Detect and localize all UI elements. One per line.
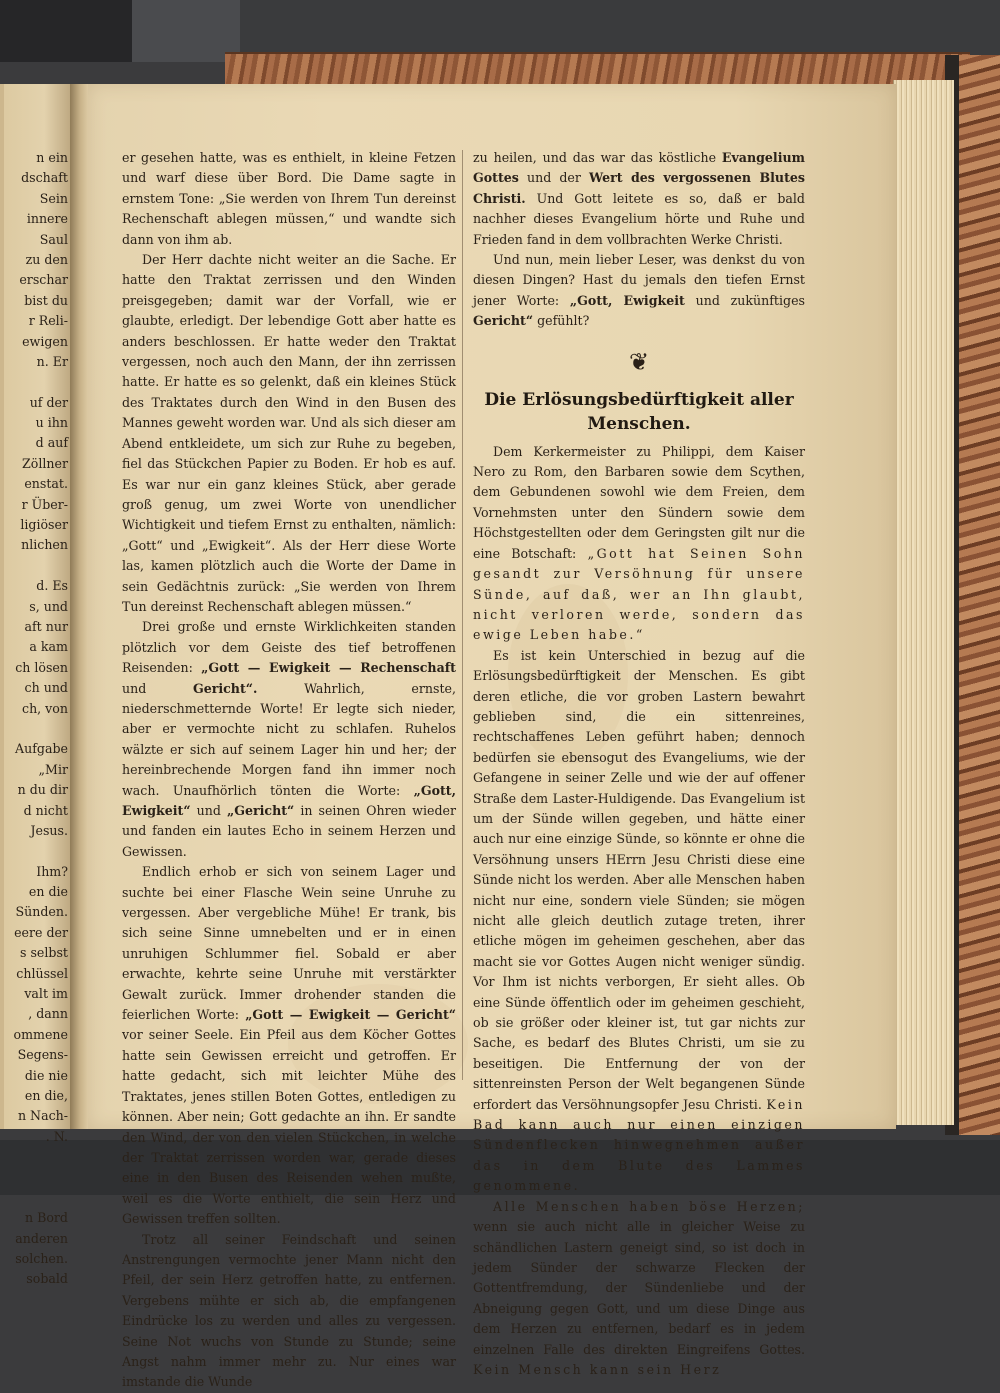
page-edges [893, 80, 954, 1125]
book-gutter [70, 84, 90, 1129]
book-cover-right [955, 55, 1000, 1135]
left-page-line: ligiöser [20, 517, 68, 533]
left-page-line: n. Er [36, 353, 68, 369]
left-page-line: Sein [39, 190, 68, 206]
section-title: Die Erlösungsbedürftigkeit aller Menschen. [484, 389, 794, 434]
left-page-line: valt im [24, 986, 68, 1002]
left-page-line: Segens- [17, 1047, 68, 1063]
text: und [196, 803, 221, 818]
left-page-line: s, und [29, 598, 68, 614]
text: zu heilen, und das war das köstliche [473, 150, 717, 165]
left-page-line: Jesus. [30, 822, 68, 838]
left-page-line: aft nur [24, 618, 68, 634]
text: Und Gott leitete es so, daß er bald nachher dieses Evangelium hörte und Ruhe und Frieden fand in dem vollbrachten Werke Christi. [473, 190, 805, 247]
left-page-line: r Über- [21, 496, 68, 512]
text: gefühlt? [537, 313, 590, 329]
left-page-line [2, 372, 68, 392]
left-page-line [2, 841, 68, 861]
left-page-line: erschar [19, 272, 68, 288]
text: und der [526, 170, 581, 186]
left-page-line: die nie [24, 1067, 68, 1083]
text: vor seiner Seele. Ein Pfeil aus dem Köcher Gottes hatte sein Gewissen erreicht und getroffen. Er hatte gedacht, sich mit leichter Mühe des Traktates, jenes stillen Boten Gottes, entledigen zu können. Aber nein; Gott gedachte an ihn. Er sandte den Wind, der von den vielen Stückchen, in welche der Traktat zerrissen worden war, gerade dieses eine in den Busen des Reisenden wehen mußte, weil es die Worte enthielt, die sein Herz und Gewissen treffen sollten. [122, 1027, 456, 1227]
left-page-line: n Bord [24, 1210, 68, 1226]
left-page-line: d. Es [36, 578, 68, 594]
paragraph [122, 862, 456, 1229]
paragraph: Trotz all seiner Feindschaft und seinen Anstrengungen vermochte jener Mann nicht den Pfeil, der sein Herz getroffen hatte, zu entfernen. Vergebens mühte er sich ab, die empfangenen Eindrücke los zu werden und alles zu vergessen. Seine Not wuchs von Stunde zu Stunde; seine Angst nahm immer mehr zu. Nur eines war imstande die Wunde [122, 1231, 456, 1390]
paragraph [473, 148, 805, 250]
emphasis: „Gott — Ewigkeit — Rechenschaft [201, 660, 456, 676]
spaced-quote: „Gott hat Seinen Sohn gesandt zur Versöhnung für unsere Sünde, auf daß, wer an Ihn glaubt, nicht verloren werde, sondern das ewige Leben habe.“ [473, 545, 805, 643]
left-page-line: dschaft [21, 170, 68, 186]
left-page-line: sobald [26, 1271, 68, 1287]
emphasis: Gericht“. [192, 680, 258, 696]
left-page-line: s selbst [20, 945, 68, 961]
left-page-line: Ihm? [36, 863, 68, 879]
left-page-line: ommene [13, 1026, 68, 1042]
left-page-line: „Mir [38, 761, 68, 777]
emphasis: Gericht“ [473, 313, 534, 329]
left-page-line: bist du [24, 292, 68, 308]
text: und [122, 680, 147, 696]
left-page-line: u ihn [35, 415, 68, 431]
left-page-line: en die, [24, 1087, 68, 1103]
ornament-icon: ❦ [628, 347, 650, 376]
left-page-line [2, 719, 68, 739]
text-column-right [473, 148, 805, 1380]
column-rule [462, 150, 463, 1080]
left-page-line: solchen. [15, 1251, 68, 1267]
left-page-line: Aufgabe [15, 741, 68, 757]
paragraph [473, 1197, 805, 1381]
left-page-line: d nicht [23, 802, 68, 818]
text: Und nun, mein lieber Leser, was denkst du von diesen Dingen? Hast du jemals den tiefen Ernst jener Worte: [473, 252, 805, 308]
paragraph [122, 617, 456, 862]
paragraph [473, 250, 805, 332]
left-page-line: chlüssel [16, 965, 68, 981]
left-page-line [2, 1188, 68, 1208]
left-page-line: en die [28, 884, 68, 900]
spaced-text: Alle Menschen haben böse Herzen; [493, 1198, 805, 1214]
left-page-line [2, 1147, 68, 1167]
left-page-line: zu den [25, 251, 68, 267]
left-page-line: ch lösen [15, 659, 68, 675]
emphasis: Wert des vergossenen Blutes Christi. [473, 170, 805, 206]
paragraph [473, 646, 805, 1197]
left-page-line: nlichen [21, 537, 68, 553]
left-page-line: ewigen [22, 333, 68, 349]
background-panel-mid [132, 0, 240, 62]
emphasis: „Gott, Ewigkeit [569, 292, 685, 308]
left-page-line: Zöllner [22, 455, 68, 471]
text: Dem Kerkermeister zu Philippi, dem Kaiser Nero zu Rom, den Barbaren sowie dem Scythen, dem Gebundenen sowohl wie dem Freien, dem Vornehmsten unter den Sündern sowie dem Höchstgestellten oder dem Geringsten gilt nur die eine Botschaft: [473, 443, 805, 561]
left-page-line: a kam [29, 639, 68, 655]
text: Es ist kein Unterschied in bezug auf die Erlösungsbedürftigkeit der Menschen. Es gibt deren etliche, die vor groben Lastern bewahrt geblieben sind, die ein sittenreines, rechtschaffenes Leben geführt haben; dennoch bedürfen sie ebensogut des Evangeliums, wie der Gefangene in seiner Zelle und wie der auf offener Straße dem Laster-Huldigende. Das Evangelium ist um der Sünde willen gegeben, und hätte einer auch nur eine einzige Sünde, so könnte er ohne die Versöhnung unsers HErrn Jesu Christi diese eine Sünde nicht los werden. Aber alle Menschen haben nicht nur eine, sondern viele Sünden; sie mögen nicht alle gleich deutlich zutage treten, ihrer etliche mögen im geheimen geschehen, aber das macht sie vor Gottes Augen nicht weniger sündig. Vor Ihm ist nichts verborgen, Er sieht alles. Ob eine Sünde öffentlich oder im geheimen geschieht, ob sie größer oder kleiner ist, tut gar nichts zur Sache, es bedarf des Blutes Christi, um sie zu beseitigen. Die Entfernung der von der sittenreinsten Person der Welt begangenen Sünde erfordert das Versöhnungsopfer Jesu Christi. [473, 647, 805, 1112]
left-page-line: d auf [35, 435, 68, 451]
text: Endlich erhob er sich von seinem Lager und suchte bei einer Flasche Wein seine Unruhe zu vergessen. Aber vergebliche Mühe! Er trank, bis sich seine Sinne umnebelten und er in einen unruhigen Schlummer fiel. Sobald er aber erwachte, kehrte seine Unruhe mit verstärkter Gewalt zurück. Immer drohender standen die feierlichen Worte: [122, 864, 456, 1023]
left-page-text-fragments [2, 148, 68, 1290]
emphasis: „Gott — Ewigkeit — Gericht“ [245, 1007, 457, 1023]
left-page-line: r Reli- [28, 313, 68, 329]
paragraph: Der Herr dachte nicht weiter an die Sache. Er hatte den Traktat zerrissen und den Winden preisgegeben; damit war der Vorfall, wie er glaubte, erledigt. Der lebendige Gott aber hatte es anders beschlossen. Er hatte weder den Traktat vergessen, noch auch den Mann, der ihn zerrissen hatte. Er hatte es so gelenkt, daß ein kleines Stück des Traktates durch den Wind in den Busen des Mannes geweht worden war. Und als sich dieser am Abend entkleidete, um sich zur Ruhe zu begeben, fiel das Stückchen Papier zu Boden. Er hob es auf. Es war nur ein ganz kleines Stück, aber gerade groß genug, um zwei Worte von unendlicher Wichtigkeit und tiefem Ernst zu enthalten, nämlich: „Gott“ und „Ewigkeit“. Als der Herr diese Worte las, kamen plötzlich auch die Worte der Dame in sein Gedächtnis zurück: „Sie werden von Ihrem Tun dereinst Rechenschaft ablegen müssen.“ [122, 252, 456, 614]
background-panel-left [0, 0, 132, 62]
text: wenn sie auch nicht alle in gleicher Weise zu schändlichen Lastern geneigt sind, so ist doch in jedem Sünder der schwarze Flecken der Gottentfremdung, der Sündenliebe und der Abneigung gegen Gott, und um diese Dinge aus dem Herzen zu entfernen, bedarf es in jedem einzelnen Falle des direkten Eingreifens Gottes. [473, 1219, 805, 1357]
left-page-line: n ein [36, 150, 68, 165]
text: und zukünftiges [695, 292, 805, 308]
paragraph [473, 442, 805, 646]
paragraph: er gesehen hatte, was es enthielt, in kleine Fetzen und warf diese über Bord. Die Dame sagte in ernstem Tone: „Sie werden von Ihrem Tun dereinst Rechenschaft ablegen müssen,“ und wandte sich dann von ihm ab. [122, 150, 456, 247]
left-page-line: eere der [14, 924, 68, 940]
left-page-line: ch und [24, 680, 68, 696]
text: Drei große und ernste Wirklichkeiten standen plötzlich vor dem Geiste des tief betroffenen Reisenden: [122, 619, 456, 676]
left-page-line: anderen [15, 1230, 68, 1246]
text-column-left [122, 148, 456, 1393]
left-page-line: enstat. [24, 476, 68, 492]
emphasis: Evangelium Gottes [473, 150, 805, 186]
left-page-line: n Nach- [17, 1108, 68, 1124]
left-page-line [2, 1168, 68, 1188]
emphasis: „Gericht“ [226, 803, 295, 818]
left-page-line: . N. [45, 1128, 68, 1144]
left-page-line: Saul [39, 231, 68, 247]
spaced-text: Kein Bad kann auch nur einen einzigen Sündenflecken hinwegnehmen außer das in dem Blute des Lammes genommene. [473, 1096, 805, 1194]
left-page-line: uf der [29, 394, 68, 410]
left-page-line [2, 556, 68, 576]
emphasis: „Gott, Ewigkeit“ [122, 782, 456, 818]
left-page-line: , dann [28, 1006, 68, 1022]
left-page-line: Sünden. [15, 904, 68, 920]
text: Wahrlich, ernste, niederschmetternde Worte! Er legte sich nieder, aber er vermochte nicht zu schlafen. Ruhelos wälzte er sich auf seinem Lager hin und her; der hereinbrechende Morgen fand ihn immer noch wach. Unaufhörlich tönten die Worte: [122, 680, 456, 798]
text: in seinen Ohren wieder und fanden ein lautes Echo in seinem Herzen und Gewissen. [122, 803, 456, 859]
left-page-line: innere [26, 211, 68, 227]
left-page-line: n du dir [17, 782, 68, 798]
left-page-line: ch, von [22, 700, 68, 716]
spaced-text: Kein Mensch kann sein Herz [473, 1361, 722, 1377]
